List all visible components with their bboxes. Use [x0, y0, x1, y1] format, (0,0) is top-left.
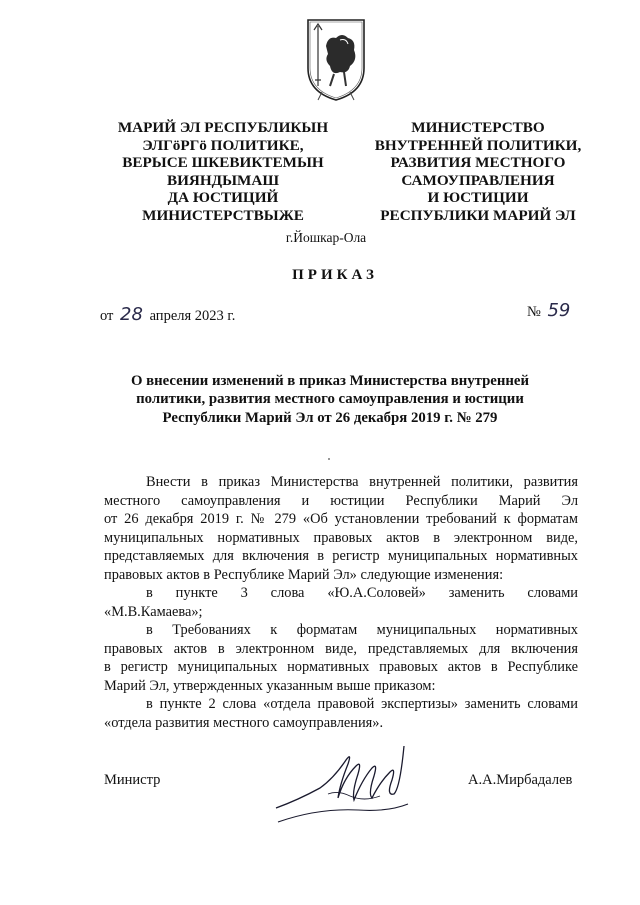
order-subject — [110, 372, 550, 427]
body-line: Внести в приказ Министерства внутренней политики, развития — [146, 474, 578, 490]
body-line: от 26 декабря 2019 г. № 279 «Об установлении требований к форматам — [104, 511, 578, 527]
body-line: муниципальных нормативных правовых актов в электронном виде, — [104, 529, 578, 546]
body-line: в регистр муниципальных нормативных правовых актов в Республике — [104, 659, 578, 675]
coat-of-arms-emblem — [304, 16, 368, 102]
header-left-line: ВИЯНДЫМАШ — [166, 171, 280, 189]
signatory-title: Министр — [104, 772, 161, 788]
number-value-handwritten: 59 — [547, 300, 571, 321]
body-line: правовых актов в электронном виде, представляемых для включения — [104, 640, 578, 657]
body-line: местного самоуправления и юстиции Республики Марий Эл — [104, 492, 578, 509]
header-left-line: МАРИЙ ЭЛ РЕСПУБЛИКЫН — [117, 119, 329, 136]
header-left-line: ДА ЮСТИЦИЙ — [167, 189, 279, 207]
signatory-name: А.А.Мирбадалев — [468, 772, 573, 788]
header-left-mari — [98, 119, 348, 225]
header-left-line: МИНИСТЕРСТВЫЖЕ — [142, 206, 304, 224]
order-number — [527, 300, 573, 321]
header-right-line: САМОУПРАВЛЕНИЯ — [401, 171, 555, 189]
body-line: представляемых для включения в регистр муниципальных нормативных — [104, 548, 578, 564]
body-line: в пункте 2 слова «отдела правовой экспертизы» заменить словами — [146, 696, 578, 712]
header-right-russian — [360, 119, 596, 225]
document-type-title: ПРИКАЗ — [292, 267, 378, 283]
subject-line: политики, развития местного самоуправления и юстиции — [136, 391, 524, 408]
header-right-line: РЕСПУБЛИКИ МАРИЙ ЭЛ — [380, 206, 576, 224]
header-left-line: ЭЛГӧРГӧ ПОЛИТИКЕ, — [142, 136, 304, 154]
header-right-line: ВНУТРЕННЕЙ ПОЛИТИКИ, — [374, 136, 582, 154]
body-line: правовых актов в Республике Марий Эл» следующие изменения: — [104, 566, 504, 583]
stray-mark — [328, 458, 330, 460]
number-label: № — [527, 304, 541, 320]
body-line: в Требованиях к форматам муниципальных нормативных — [146, 622, 578, 638]
body-line: в пункте 3 слова «Ю.А.Соловей» заменить словами — [146, 585, 578, 601]
date-prefix: от — [100, 308, 114, 324]
body-line: Марий Эл, утвержденных указанным выше приказом: — [104, 677, 436, 694]
body-line: «отдела развития местного самоуправления». — [104, 714, 384, 731]
header-right-line: И ЮСТИЦИИ — [427, 189, 529, 207]
date-rest: апреля 2023 г. — [149, 308, 236, 324]
body-line: «М.В.Камаева»; — [104, 603, 203, 620]
date-day-handwritten: 28 — [120, 304, 143, 325]
order-date — [100, 304, 235, 325]
handwritten-signature — [268, 738, 418, 833]
header-right-line: РАЗВИТИЯ МЕСТНОГО — [390, 154, 566, 172]
header-left-line: ВЕРЫСЕ ШКЕВИКТЕМЫН — [122, 154, 324, 172]
order-body — [104, 473, 578, 732]
subject-line: О внесении изменений в приказ Министерства внутренней — [130, 373, 530, 389]
header-right-line: МИНИСТЕРСТВО — [411, 119, 545, 136]
subject-line: Республики Марий Эл от 26 декабря 2019 г. № 279 — [162, 409, 498, 426]
city-name: г.Йошкар-Ола — [285, 230, 367, 245]
